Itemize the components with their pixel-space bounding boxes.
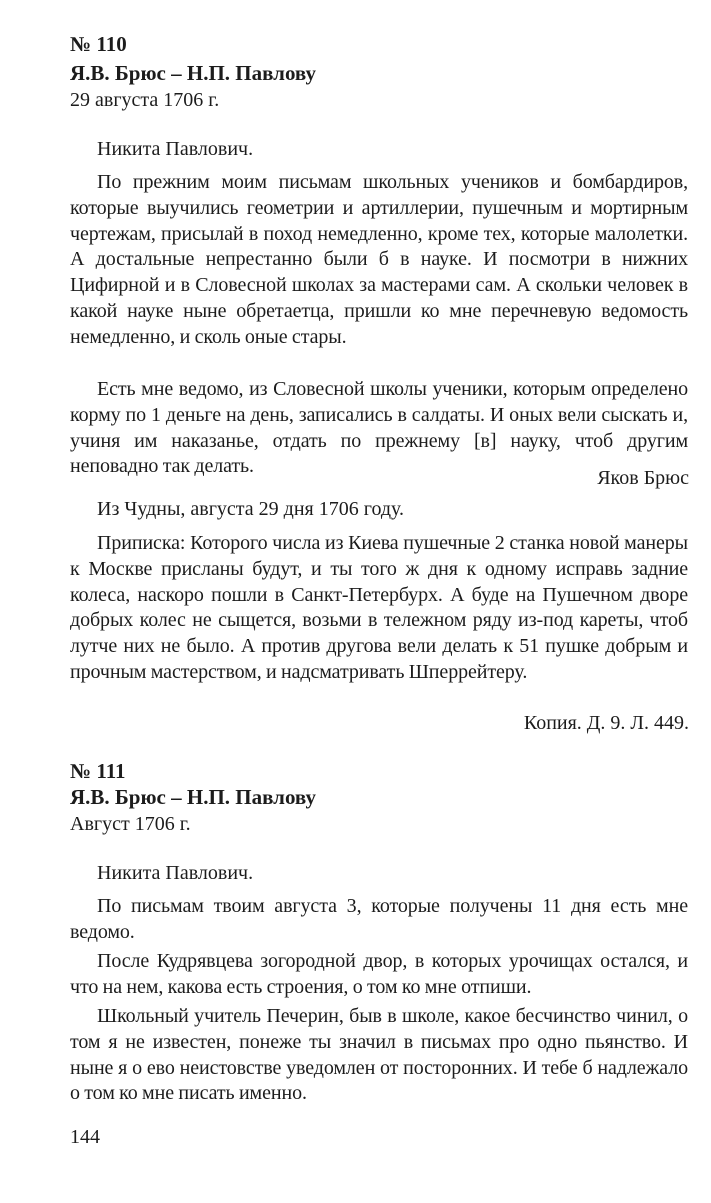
letter-paragraph: После Кудрявцева зогородной двор, в которых урочищах остался, и что на нем, какова есть строения, о том ко мне отпиши. — [70, 950, 688, 998]
letter-paragraph: Школьный учитель Печерин, быв в школе, какое бесчинство чинил, о том я не известен, понеже ты значил в письмах про одно пьянство. И ныне я о ево неистовстве уведомлен от посторонних. И тебе б надлежало о том ко мне писать именно. — [70, 1005, 688, 1105]
letter-postscript: Приписка: Которого числа из Киева пушечные 2 станка новой манеры к Москве присланы будут, и ты того ж дня к одному исправь задние колеса, наскоро пошли в Санкт-Петербурх. А буде на Пушечном дворе добрых колес не сыщется, возьми в тележном ряду из-под кареты, чтоб лутче них не было. А против другова вели делать к 51 пушке добрым и прочным мастерством, и надсматривать Шперрейтеру. — [70, 532, 688, 683]
letter-number: № 110 — [70, 32, 127, 56]
letter-paragraph: По письмам твоим августа 3, которые получены 11 дня есть мне ведомо. — [70, 895, 688, 943]
archive-source: Копия. Д. 9. Л. 449. — [523, 712, 689, 734]
letter-salutation: Никита Павлович. — [97, 138, 254, 160]
letter-date: Август 1706 г. — [70, 813, 191, 835]
letter-signature: Яков Брюс — [597, 467, 689, 489]
page-number: 144 — [70, 1126, 100, 1148]
letter-salutation: Никита Павлович. — [97, 862, 254, 884]
letter-date: 29 августа 1706 г. — [70, 89, 220, 111]
letter-number: № 111 — [70, 759, 126, 783]
letter-paragraph: По прежним моим письмам школьных учеников и бомбардиров, которые выучились геометрии и артиллерии, пушечным и мортирным чертежам, присылай в поход немедленно, кроме тех, которые малолетки. А достальные непрестанно были б в науке. И посмотри в нижних Цифирной и в Словесной школах за мастерами сам. А скольки человек в какой науке ныне обретаетца, пришли ко мне перечневую ведомость немедленно, и сколь оные стары. — [70, 171, 688, 348]
letter-header: Я.В. Брюс – Н.П. Павлову — [70, 61, 317, 85]
letter-paragraph: Есть мне ведомо, из Словесной школы ученики, которым определено корму по 1 деньге на день, записались в салдаты. И оных вели сыскать и, учиня им наказанье, отдать по прежнему [в] науку, чтоб другим неповадно так делать. — [70, 378, 688, 478]
letter-header: Я.В. Брюс – Н.П. Павлову — [70, 785, 317, 809]
letter-place-date: Из Чудны, августа 29 дня 1706 году. — [97, 498, 405, 520]
